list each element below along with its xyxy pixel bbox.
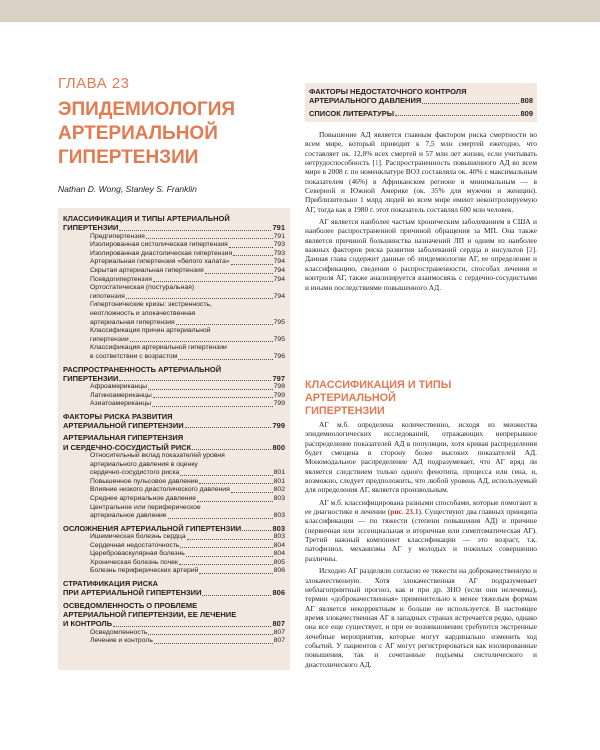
toc-page-number: 797 <box>272 373 285 383</box>
toc-leader-dots <box>242 530 271 531</box>
toc-leader-dots <box>233 255 273 256</box>
toc-entry-title: Болезнь периферических артерий <box>90 567 199 575</box>
paragraph: АГ м.б. определена количественно, исходя из множества эпидемиологических исследований, отражающих непрерывное распределение показателей АД в популяции, хотя кривая распределения будет смещена в сторону более высоких показателей АД. Мономодальное распределение АД подразумевает, что АГ вряд ли является следствием только одного фенотипа, процесса или гена, и, возможно, следует предположить, что любой уровень АД, используемый для определения АГ, является произвольным. <box>305 420 537 495</box>
toc-page-number: 801 <box>273 469 285 477</box>
toc-item[interactable] <box>63 400 285 409</box>
toc-entry-title: Псевдогипертензия <box>90 275 152 283</box>
toc-leader-dots <box>187 539 273 540</box>
toc-entry-title: Хроническая болезнь почек <box>90 558 178 566</box>
toc-section[interactable] <box>63 601 285 629</box>
toc-leader-dots <box>231 264 273 265</box>
toc-entry-line: КЛАССИФИКАЦИЯ И ТИПЫ АРТЕРИАЛЬНОЙ <box>63 214 230 223</box>
toc-item[interactable] <box>63 486 285 495</box>
toc-leader-dots <box>168 518 273 519</box>
toc-entry-title: Азиатоамериканцы <box>90 400 152 408</box>
toc-item[interactable] <box>63 383 285 392</box>
toc-entry-title: артериальная гипертензия <box>90 318 175 326</box>
chapter-label: ГЛАВА 23 <box>58 75 130 92</box>
toc-page-number: 807 <box>273 628 285 636</box>
toc-leader-dots <box>199 573 272 574</box>
section-heading: КЛАССИФИКАЦИЯ И ТИПЫ АРТЕРИАЛЬНОЙ ГИПЕРТЕНЗИИ <box>305 379 452 417</box>
toc-entry-line: Ортостатическая (постуральная) <box>90 284 195 292</box>
chapter-title <box>58 98 288 170</box>
toc-section[interactable] <box>63 214 285 233</box>
reference-link[interactable]: 2 <box>528 245 533 255</box>
toc-entry-line: ОСВЕДОМЛЕННОСТЬ О ПРОБЛЕМЕ <box>63 600 198 610</box>
toc-page-number: 796 <box>273 352 285 360</box>
toc-leader-dots <box>154 643 273 644</box>
toc-leader-dots <box>192 449 271 450</box>
toc-entry-line: АРТЕРИАЛЬНОЙ ГИПЕРТЕНЗИИ, ЕЕ ЛЕЧЕНИЕ <box>63 609 237 619</box>
toc-item[interactable] <box>63 327 285 344</box>
chapter-authors: Nathan D. Wong, Stanley S. Franklin <box>58 184 197 194</box>
toc-item[interactable] <box>63 284 285 301</box>
toc-entry-line: ФАКТОРЫ РИСКА РАЗВИТИЯ <box>63 411 173 421</box>
toc-section[interactable] <box>63 412 285 431</box>
toc-leader-dots <box>178 359 272 360</box>
toc-entry-title: Скрытая артериальная гипертензия <box>90 266 204 274</box>
toc-page-number: 803 <box>273 512 285 520</box>
toc-leader-dots <box>199 483 272 484</box>
toc-section[interactable] <box>63 524 285 533</box>
toc-page-number: 794 <box>273 275 285 283</box>
toc-page-number: 800 <box>272 442 285 452</box>
toc-leader-dots <box>153 281 273 282</box>
paragraph: АГ является наиболее частым хроническим заболеванием в США и наиболее распространенной причиной обращения за МП. Она также является причиной большинства назначений ЛП и одним из наиболее важных факторов риска развития заболеваний сердца и инсультов [2]. Данная глава содержит данные об эпидемиологии АГ, ее определение и классификацию, сведения о распространенности, способах лечения и контроля АГ, также анализируется взаимосвязь с сердечно-сосудистыми и иными последствиями повышенного АД. <box>305 217 537 292</box>
toc-entry-title: Артериальная гипертензия «белого халата» <box>90 258 230 266</box>
toc-leader-dots <box>176 324 273 325</box>
paragraph: Исходно АГ разделяли согласно ее тяжести на доброкачественную и злокачественную. Хотя злокачественная АГ подразумевает неблагоприятный прогноз, как и при др. ЗНО (если они нелечимы), термин «доброкачественная» применительно к менее тяжелым формам АГ является некорректным и больше не используется. В настоящее время злокачественная АГ в западных странах встречается редко, однако она все еще существует, и при ее возникновении требуются экстренные лечебные мероприятия, которые могут кардинально изменить ход событий. У пациентов с АГ могут регистрироваться как изолированные повышения, так и сочетанные подъемы систолического и диастолического АД. <box>305 566 537 669</box>
toc-leader-dots <box>180 475 272 476</box>
toc-item[interactable] <box>63 629 285 638</box>
toc-item[interactable] <box>63 550 285 559</box>
toc-page-number: 804 <box>273 550 285 558</box>
table-of-contents-right <box>309 87 533 118</box>
toc-page-number: 795 <box>273 335 285 343</box>
toc-leader-dots <box>152 406 273 407</box>
table-of-contents-left <box>63 214 285 646</box>
toc-item[interactable] <box>63 301 285 327</box>
toc-entry-title: Ишемическая болезнь сердца <box>90 533 186 541</box>
toc-entry-title: Влияние низкого диастолического давления <box>90 486 230 494</box>
toc-page-number: 809 <box>520 108 533 118</box>
paragraph: Повышение АД является главным фактором риска смертности во всем мире, который приводит к 7,5 млн смертей ежегодно, что составляет ок. 12,8% всех смертей и 57 млн лет жизни, если учитывать нетрудоспособность [1]. Распространенность повышенного АД во всем мире в 2008 г. по номенклатуре ВОЗ составляла ок. 40% с максимальным показателем (46%) в Африканском регионе и минимальным — в Северной и Южной Америке (ок. 35% для мужчин и женщин). Приблизительно 1 млрд людей во всем мире имеют неконтролируемую АГ, тогда как в 1980 г. этот показатель составлял 600 млн человек. <box>305 130 537 214</box>
toc-entry-title: гипотензия <box>90 292 125 300</box>
toc-entry-line: Классификация артериальной гипертензии <box>90 344 227 352</box>
toc-page-number: 806 <box>272 588 285 598</box>
toc-item[interactable] <box>63 392 285 401</box>
toc-page-number: 793 <box>273 241 285 249</box>
toc-leader-dots <box>186 556 273 557</box>
toc-page-number: 799 <box>273 400 285 408</box>
toc-page-number: 794 <box>273 292 285 300</box>
toc-page-number: 807 <box>272 619 285 629</box>
toc-item[interactable] <box>63 567 285 576</box>
toc-leader-dots <box>395 115 519 116</box>
toc-entry-title: Латиноамериканцы <box>90 391 152 399</box>
toc-leader-dots <box>130 341 273 342</box>
toc-leader-dots <box>153 397 273 398</box>
toc-item[interactable] <box>63 267 285 276</box>
chapter-title-line: АРТЕРИАЛЬНОЙ <box>58 123 218 144</box>
toc-page-number: 799 <box>273 391 285 399</box>
toc-entry-title: в соответствии с возрастом <box>90 352 178 360</box>
toc-page-number: 801 <box>273 477 285 485</box>
toc-entry-title: Осведомленность <box>90 628 148 636</box>
toc-leader-dots <box>180 547 272 548</box>
toc-page-number: 791 <box>272 223 285 233</box>
toc-entry-line: АРТЕРИАЛЬНАЯ ГИПЕРТЕНЗИЯ <box>63 433 184 443</box>
toc-entry-title: ОСЛОЖНЕНИЯ АРТЕРИАЛЬНОЙ ГИПЕРТЕНЗИИ <box>63 523 242 533</box>
toc-leader-dots <box>229 247 273 248</box>
toc-entry-title: АРТЕРИАЛЬНОГО ДАВЛЕНИЯ <box>309 96 422 106</box>
section-text <box>305 420 537 672</box>
toc-leader-dots <box>202 595 271 596</box>
toc-leader-dots <box>422 103 519 104</box>
toc-section[interactable] <box>63 579 285 598</box>
toc-section[interactable] <box>309 109 533 118</box>
toc-entry-title: Афроамериканцы <box>90 383 148 391</box>
toc-entry-line: РАСПРОСТРАНЕННОСТЬ АРТЕРИАЛЬНОЙ <box>63 364 222 374</box>
toc-entry-line: ФАКТОРЫ НЕДОСТАТОЧНОГО КОНТРОЛЯ <box>309 87 467 96</box>
toc-item[interactable] <box>63 637 285 646</box>
toc-item[interactable] <box>63 533 285 542</box>
toc-item[interactable] <box>63 276 285 285</box>
toc-entry-title: гипертензии <box>90 335 129 343</box>
toc-leader-dots <box>148 634 272 635</box>
toc-page-number: 807 <box>273 637 285 645</box>
chapter-title-line: ГИПЕРТЕНЗИИ <box>58 147 199 168</box>
toc-item[interactable] <box>63 258 285 267</box>
toc-page-number: 808 <box>520 96 533 106</box>
toc-page-number: 802 <box>273 486 285 494</box>
intro-text <box>305 130 537 295</box>
toc-entry-title: ГИПЕРТЕНЗИИ <box>63 373 119 383</box>
toc-item[interactable] <box>63 542 285 551</box>
toc-leader-dots <box>119 230 271 231</box>
toc-leader-dots <box>113 626 271 627</box>
toc-entry-title: И КОНТРОЛЬ <box>63 619 113 629</box>
toc-section[interactable] <box>63 433 285 452</box>
toc-leader-dots <box>197 501 273 502</box>
toc-entry-title: СПИСОК ЛИТЕРАТУРЫ <box>309 108 395 118</box>
toc-entry-title: Повышенное пульсовое давление <box>90 477 199 485</box>
toc-item[interactable] <box>63 478 285 487</box>
toc-page-number: 793 <box>273 249 285 257</box>
toc-item[interactable] <box>63 241 285 250</box>
toc-leader-dots <box>126 298 273 299</box>
toc-entry-title: Цереброваскулярная болезнь <box>90 550 185 558</box>
toc-item[interactable] <box>63 233 285 242</box>
toc-leader-dots <box>119 380 271 381</box>
toc-entry-title: Изолированная систолическая гипертензия <box>90 241 228 249</box>
toc-page-number: 803 <box>273 533 285 541</box>
chapter-title-line: ЭПИДЕМИОЛОГИЯ <box>58 99 236 120</box>
toc-page-number: 803 <box>273 495 285 503</box>
toc-entry-title: Лечение и контроль <box>90 637 153 645</box>
toc-entry-title: Предгипертензия <box>90 232 145 240</box>
toc-section[interactable] <box>309 87 533 106</box>
toc-page-number: 795 <box>273 318 285 326</box>
toc-entry-line: Гипертонические кризы: экстренность, <box>90 301 212 309</box>
figure-link[interactable]: рис. 23.1 <box>390 507 419 517</box>
top-band <box>0 0 600 22</box>
toc-page-number: 806 <box>273 567 285 575</box>
toc-entry-title: артериальное давление <box>90 512 167 520</box>
toc-leader-dots <box>205 273 273 274</box>
toc-leader-dots <box>231 492 273 493</box>
toc-entry-line: Центральное или периферическое <box>90 503 201 511</box>
toc-item[interactable] <box>63 495 285 504</box>
toc-entry-line: артериального давления в оценку <box>90 460 198 468</box>
toc-item[interactable] <box>63 344 285 361</box>
toc-page-number: 794 <box>273 266 285 274</box>
toc-entry-title: И СЕРДЕЧНО-СОСУДИСТЫЙ РИСК <box>63 442 192 452</box>
toc-entry-title: сердечно-сосудистого риска <box>90 469 180 477</box>
toc-page-number: 804 <box>273 541 285 549</box>
toc-entry-line: Классификация причин артериальной <box>90 327 211 335</box>
toc-leader-dots <box>185 427 272 428</box>
toc-entry-title: Изолированная диастолическая гипертензия <box>90 249 233 257</box>
toc-item[interactable] <box>63 504 285 521</box>
toc-page-number: 791 <box>273 232 285 240</box>
toc-section[interactable] <box>63 365 285 384</box>
toc-entry-line: Относительный вклад показателей уровня <box>90 452 225 460</box>
toc-entry-title: Сердечная недостаточность <box>90 541 180 549</box>
toc-leader-dots <box>148 389 273 390</box>
toc-leader-dots <box>146 238 273 239</box>
toc-entry-line: неотложность и злокачественная <box>90 309 196 317</box>
toc-item[interactable] <box>63 452 285 478</box>
toc-page-number: 794 <box>273 258 285 266</box>
paragraph: АГ м.б. классифицирована разными способами, которые помогают в ее диагностике и лечении (рис. 23.1). Существуют два главных принципа классификации — по тяжести (степени повышения АД) и причине (первичная или эссенциальная и вторичная или симптоматическая АГ). Третий важный компонент классификации — это возраст, т.к. патофизиол. механизмы АГ у молодых и пожилых совершенно различны. <box>305 497 537 563</box>
toc-entry-title: Среднее артериальное давление <box>90 495 197 503</box>
toc-entry-line: СТРАТИФИКАЦИЯ РИСКА <box>63 579 159 589</box>
toc-entry-title: ПРИ АРТЕРИАЛЬНОЙ ГИПЕРТЕНЗИИ <box>63 588 202 598</box>
toc-entry-title: АРТЕРИАЛЬНОЙ ГИПЕРТЕНЗИИ <box>63 421 184 431</box>
reference-link[interactable]: 1 <box>374 158 379 168</box>
toc-entry-title: ГИПЕРТЕНЗИИ <box>63 223 119 233</box>
toc-leader-dots <box>179 564 273 565</box>
toc-page-number: 803 <box>272 523 285 533</box>
toc-page-number: 805 <box>273 558 285 566</box>
toc-page-number: 799 <box>272 421 285 431</box>
toc-page-number: 798 <box>273 383 285 391</box>
